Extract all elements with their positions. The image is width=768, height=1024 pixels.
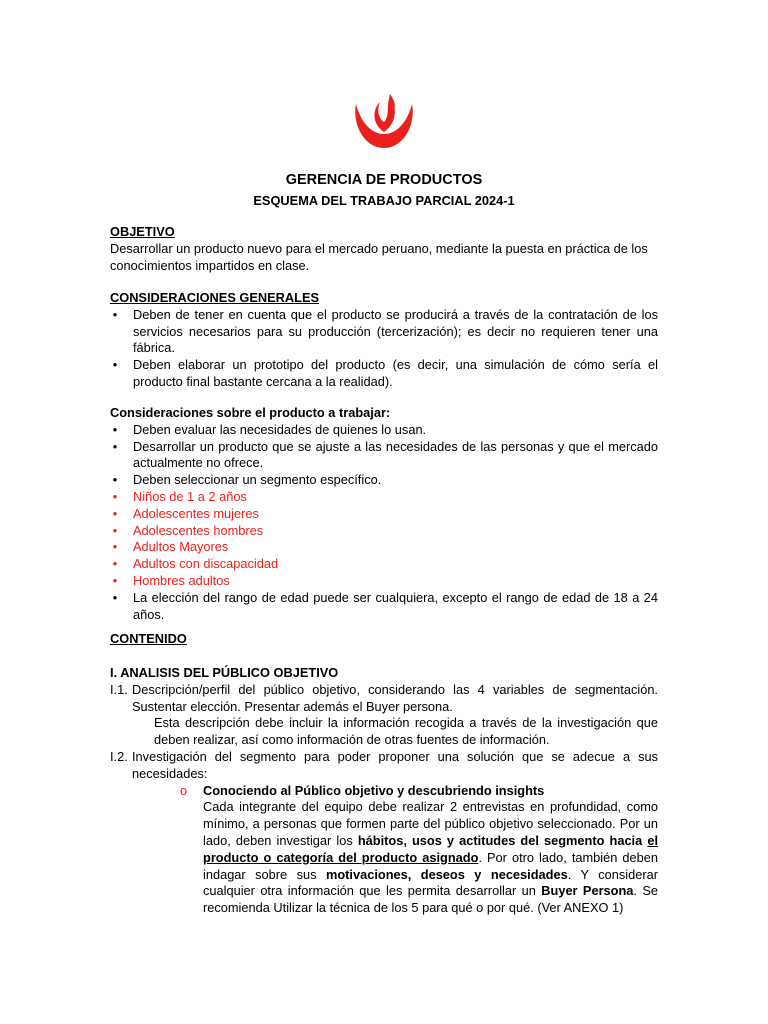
consideraciones-producto-list <box>110 422 658 624</box>
sub-item <box>110 783 658 917</box>
item-2: I.2. Investigación del segmento para poder proponer una solución que se adecue a sus necesidades: <box>110 748 658 781</box>
sub-item-body: Cada integrante del equipo debe realizar 2 entrevistas en profundidad, como mínimo, a personas que formen parte del público objetivo seleccionado. Por un lado, deben investigar los hábitos, usos y actitudes del segmento hacia el producto o categoría del producto asignado. Por otro lado, también deben indagar sobre sus motivaciones, deseos y necesidades. Y considerar cualquier otra información que les permita desarrollar un Buyer Persona. Se recomienda Utilizar la técnica de los 5 para qué o por qué. (Ver ANEXO 1) <box>203 799 659 916</box>
contenido-heading-block <box>110 631 658 648</box>
section-title: I. ANALISIS DEL PÚBLICO OBJETIVO <box>110 665 339 680</box>
page-subtitle: ESQUEMA DEL TRABAJO PARCIAL 2024-1 <box>253 193 515 208</box>
consideraciones-producto-heading: Consideraciones sobre el producto a trabajar: <box>110 405 391 420</box>
list-item: • La elección del rango de edad puede ser cualquiera, excepto el rango de edad de 18 a 24 años. <box>112 589 658 622</box>
objetivo-text: Desarrollar un producto nuevo para el mercado peruano, mediante la puesta en práctica de los conocimientos impartidos en clase. <box>110 240 648 273</box>
contenido-heading: CONTENIDO <box>110 631 187 646</box>
segment-item: • Hombres adultos <box>112 572 230 588</box>
university-logo-icon <box>350 90 418 150</box>
list-item: • Desarrollar un producto que se ajuste a las necesidades de las personas y que el mercado actualmente no ofrece. <box>112 438 658 471</box>
consideraciones-generales-section <box>110 290 658 391</box>
segment-item: • Niños de 1 a 2 años <box>112 488 247 504</box>
item-1-note: Esta descripción debe incluir la información recogida a través de la investigación que deben realizar, así como información de otras fuentes de información. <box>154 715 658 748</box>
consideraciones-producto-section <box>110 405 658 623</box>
objetivo-heading: OBJETIVO <box>110 224 175 239</box>
segment-item: • Adolescentes mujeres <box>112 505 259 521</box>
objetivo-section <box>110 224 658 274</box>
item-1: I.1. Descripción/perfil del público objetivo, considerando las 4 variables de segmentación. Sustentar elección. Presentar además el Buyer persona. <box>110 681 658 714</box>
consideraciones-generales-heading: CONSIDERACIONES GENERALES <box>110 290 320 305</box>
circle-bullet-icon: o <box>180 782 188 798</box>
segment-item: • Adolescentes hombres <box>112 522 264 538</box>
list-item: • Deben evaluar las necesidades de quienes lo usan. <box>112 421 427 437</box>
list-item: • Deben seleccionar un segmento específico. <box>112 472 382 488</box>
segment-item: • Adultos Mayores <box>112 539 229 555</box>
page-title: GERENCIA DE PRODUCTOS <box>285 172 483 188</box>
contenido-section <box>110 665 658 917</box>
segment-item: • Adultos con discapacidad <box>112 556 279 572</box>
list-item: • Deben elaborar un prototipo del producto (es decir, una simulación de cómo sería el producto final bastante cercana a la realidad). <box>112 357 658 389</box>
list-item: • Deben de tener en cuenta que el producto se producirá a través de la contratación de los servicios necesarios para su producción (tercerización); es decir no requieren tener una fábrica. <box>112 306 658 356</box>
sub-item-title: Conociendo al Público objetivo y descubriendo insights <box>203 782 545 798</box>
consideraciones-generales-list <box>110 307 658 391</box>
